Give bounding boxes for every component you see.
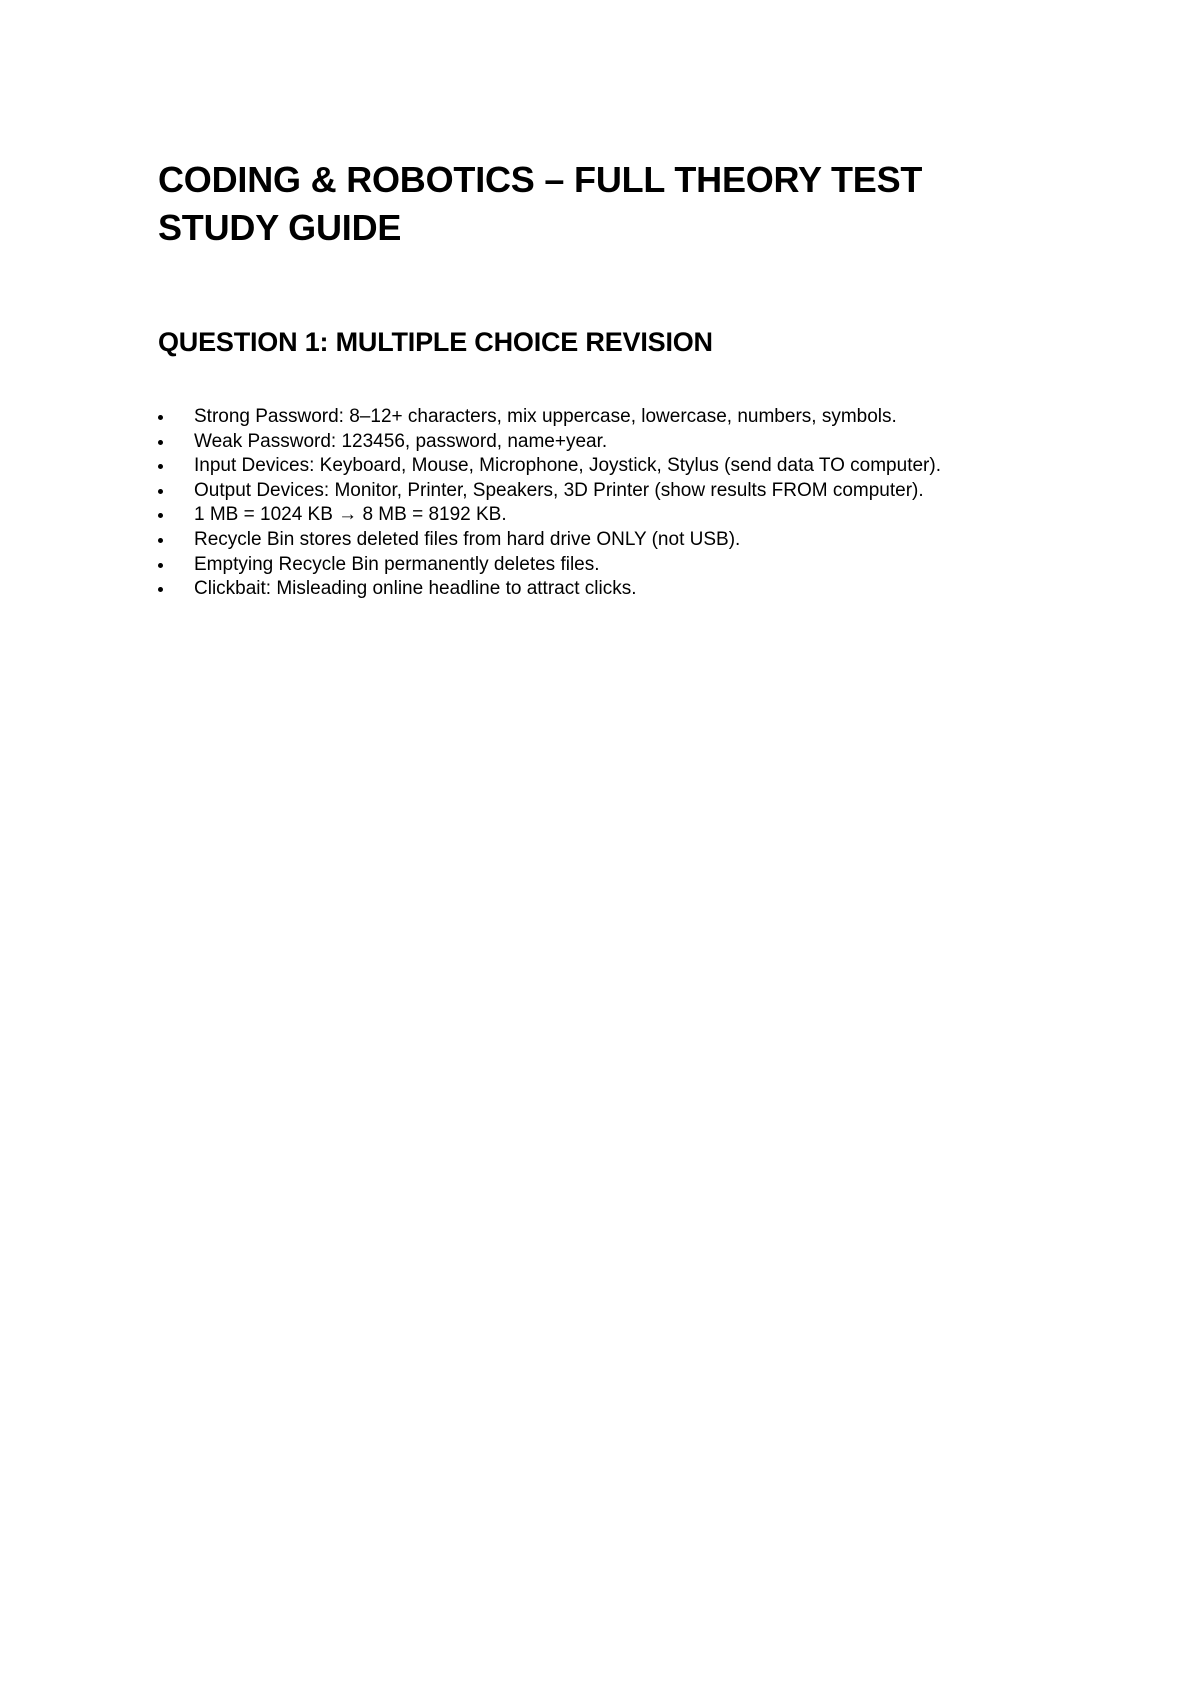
- bullet-icon: [158, 587, 163, 592]
- section-heading: QUESTION 1: MULTIPLE CHOICE REVISION: [158, 327, 713, 357]
- list-item-text: Strong Password: 8–12+ characters, mix uppercase, lowercase, numbers, symbols.: [194, 406, 897, 427]
- document-title: [158, 156, 1058, 252]
- list-item: [158, 454, 941, 479]
- list-item-text: Clickbait: Misleading online headline to attract clicks.: [194, 578, 637, 600]
- bullet-icon: [158, 538, 163, 543]
- list-item-text: Emptying Recycle Bin permanently deletes files.: [194, 553, 600, 575]
- list-item-text: Recycle Bin stores deleted files from hard drive ONLY (not USB).: [194, 528, 741, 550]
- list-item-text: 1 MB = 1024 KB → 8 MB = 8192 KB.: [194, 504, 507, 526]
- list-item: [158, 405, 941, 430]
- list-item-text: Output Devices: Monitor, Printer, Speakers, 3D Printer (show results FROM computer).: [194, 479, 924, 501]
- list-item: [158, 479, 941, 504]
- list-item: [158, 553, 941, 578]
- bullet-icon: [158, 440, 163, 445]
- document-title-line-2: STUDY GUIDE: [158, 207, 402, 248]
- bullet-icon: [158, 415, 163, 420]
- list-item-text: Input Devices: Keyboard, Mouse, Microphone, Joystick, Stylus (send data TO computer).: [194, 455, 941, 477]
- list-item: [158, 577, 941, 602]
- revision-bullet-list: [158, 405, 941, 602]
- bullet-icon: [158, 489, 163, 494]
- list-item: [158, 430, 941, 455]
- list-item-text: Weak Password: 123456, password, name+year.: [194, 430, 608, 452]
- list-item: [158, 503, 941, 528]
- bullet-icon: [158, 513, 163, 518]
- list-item: [158, 528, 941, 553]
- bullet-icon: [158, 464, 163, 469]
- document-title-line-1: CODING & ROBOTICS – FULL THEORY TEST: [158, 159, 923, 200]
- bullet-icon: [158, 563, 163, 568]
